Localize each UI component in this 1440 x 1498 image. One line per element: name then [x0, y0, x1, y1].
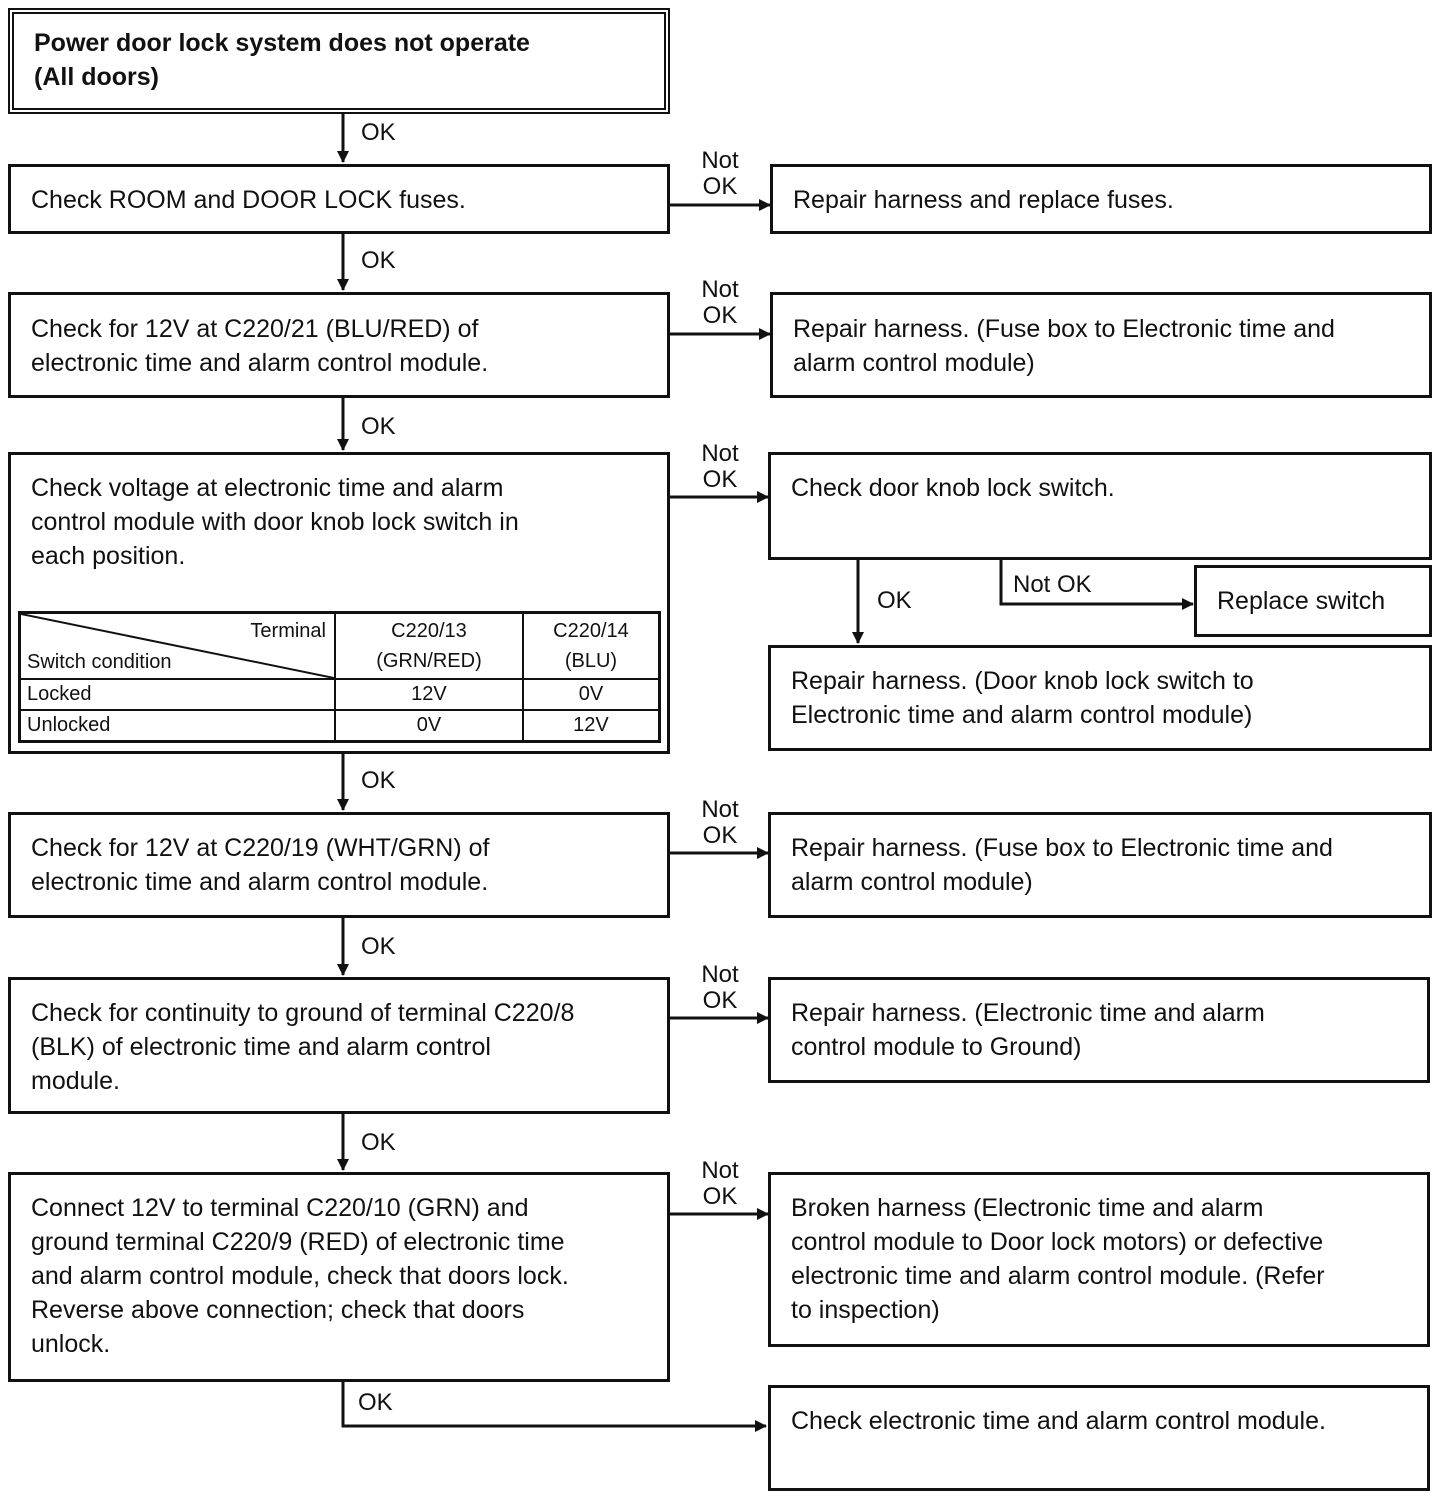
title-box: Power door lock system does not operate (All doors) [8, 8, 670, 114]
ok-label: OK [877, 587, 912, 614]
ok-label: OK [361, 1129, 396, 1156]
replace-switch-box: Replace switch [1194, 565, 1432, 637]
fail-box-replace-fuses: Repair harness and replace fuses. [770, 164, 1432, 234]
table-row [20, 710, 660, 742]
check-box-connect-12v: Connect 12V to terminal C220/10 (GRN) and ground terminal C220/9 (RED) of electronic time and alarm control module, check that doors lock. Reverse above connection; check that doors unlock. [8, 1172, 670, 1382]
check-box-c220-21: Check for 12V at C220/21 (BLU/RED) of electronic time and alarm control module. [8, 292, 670, 398]
not-ok-label: Not OK [701, 440, 739, 493]
check-box-continuity: Check for continuity to ground of terminal C220/8 (BLK) of electronic time and alarm control module. [8, 977, 670, 1114]
table-header-row [20, 613, 660, 680]
ok-label: OK [361, 413, 396, 440]
ok-label: OK [361, 933, 396, 960]
fail-box-repair-ground: Repair harness. (Electronic time and alarm control module to Ground) [768, 977, 1430, 1083]
row-label-locked: Locked [20, 679, 336, 710]
not-ok-label: Not OK [701, 796, 739, 849]
switch-voltage-table [18, 611, 661, 743]
header-c220-13: C220/13 (GRN/RED) [335, 613, 523, 680]
header-switch-condition: Switch condition [27, 651, 172, 673]
not-ok-label: Not OK [701, 961, 739, 1014]
ok-arrow-final [343, 1382, 766, 1426]
check-box-fuses: Check ROOM and DOOR LOCK fuses. [8, 164, 670, 234]
repair-knob-harness-box: Repair harness. (Door knob lock switch to Electronic time and alarm control module) [768, 645, 1432, 751]
final-box-check-module: Check electronic time and alarm control module. [768, 1385, 1430, 1491]
check-box-c220-19: Check for 12V at C220/19 (WHT/GRN) of electronic time and alarm control module. [8, 812, 670, 918]
table-header-diagonal-cell [20, 613, 336, 680]
ok-label: OK [361, 247, 396, 274]
header-c220-14: C220/14 (BLU) [523, 613, 660, 680]
cell-unlocked-c1: 0V [335, 710, 523, 742]
not-ok-label-switch: Not OK [1013, 571, 1092, 598]
fail-box-broken-harness: Broken harness (Electronic time and alarm control module to Door lock motors) or defective electronic time and alarm control module. (Refer to inspection) [768, 1172, 1430, 1347]
not-ok-label: Not OK [701, 147, 739, 200]
table-row [20, 679, 660, 710]
fail-box-repair-fuse-box-2: Repair harness. (Fuse box to Electronic time and alarm control module) [768, 812, 1432, 918]
cell-locked-c2: 0V [523, 679, 660, 710]
ok-label: OK [361, 119, 396, 146]
cell-unlocked-c2: 12V [523, 710, 660, 742]
ok-label: OK [361, 767, 396, 794]
header-terminal: Terminal [250, 620, 326, 642]
not-ok-label: Not OK [701, 1157, 739, 1210]
fail-box-check-knob-switch: Check door knob lock switch. [768, 452, 1432, 560]
ok-label: OK [358, 1389, 393, 1416]
row-label-unlocked: Unlocked [20, 710, 336, 742]
check-voltage-text: Check voltage at electronic time and alarm control module with door knob lock switch in each position. [31, 474, 519, 570]
cell-locked-c1: 12V [335, 679, 523, 710]
fail-box-repair-fuse-box: Repair harness. (Fuse box to Electronic time and alarm control module) [770, 292, 1432, 398]
not-ok-label: Not OK [701, 276, 739, 329]
